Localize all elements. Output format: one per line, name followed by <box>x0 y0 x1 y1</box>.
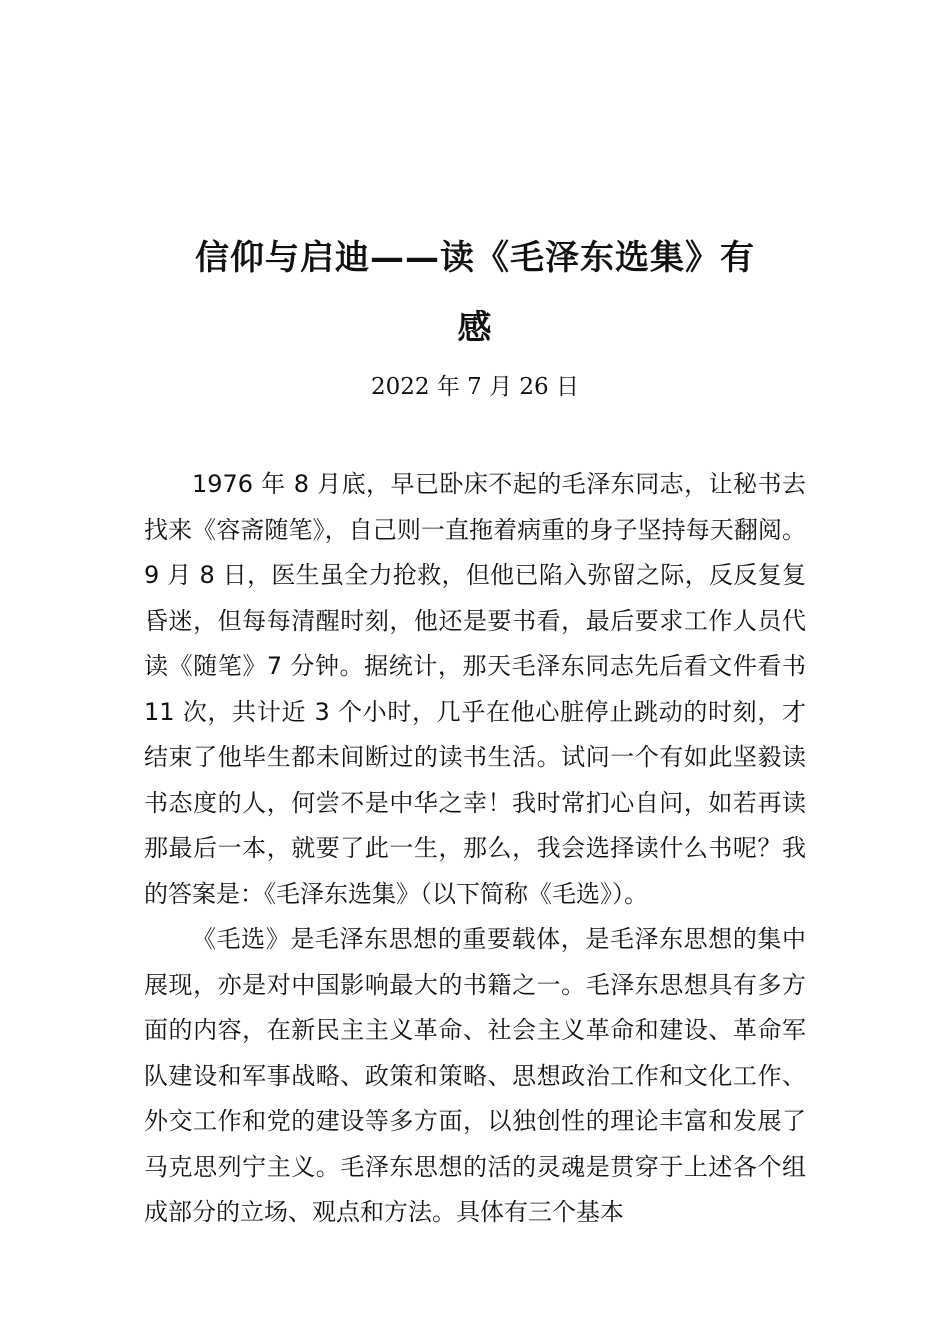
document-date: 2022 年 7 月 26 日 <box>371 374 579 400</box>
body-paragraph-2: 《毛选》是毛泽东思想的重要载体，是毛泽东思想的集中展现，亦是对中国影响最大的书籍之一。毛泽东思想具有多方面的内容，在新民主主义革命、社会主义革命和建设、革命军队建设和军事战略、政策和策略、思想政治工作和文化工作、外交工作和党的建设等多方面，以独创性的理论丰富和发展了马克思列宁主义。毛泽东思想的活的灵魂是贯穿于上述各个组成部分的立场、观点和方法。具体有三个基本 <box>144 925 806 1226</box>
document-body <box>144 462 806 1236</box>
body-paragraph-1: 1976 年 8 月底，早已卧床不起的毛泽东同志，让秘书去找来《容斋随笔》，自己则一直拖着病重的身子坚持每天翻阅。9 月 8 日，医生虽全力抢救，但他已陷入弥留之际，反反复复昏迷，但每每清醒时刻，他还是要书看，最后要求工作人员代读《随笔》7 分钟。据统计，那天毛泽东同志先后看文件看书 11 次，共计近 3 个小时，几乎在他心脏停止跳动的时刻，才结束了他毕生都未间断过的读书生活。试问一个有如此坚毅读书态度的人，何尝不是中华之幸！我时常扪心自问，如若再读那最后一本，就要了此一生，那么，我会选择读什么书呢？我的答案是：《毛泽东选集》（以下简称《毛选》）。 <box>144 470 806 908</box>
document-title-line-1: 信仰与启迪——读《毛泽东选集》有 <box>195 238 755 278</box>
document-title-line-2: 感 <box>457 308 493 348</box>
